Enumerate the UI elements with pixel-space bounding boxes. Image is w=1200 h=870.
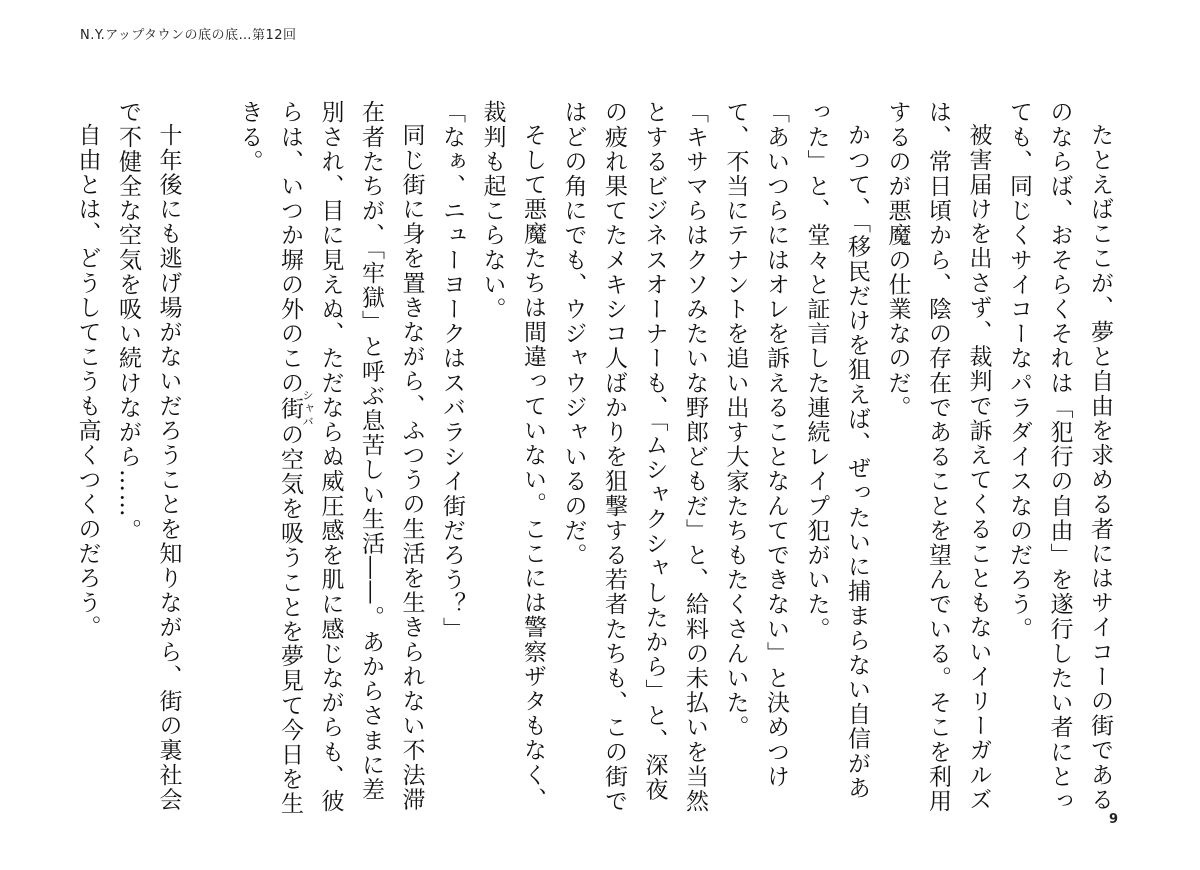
paragraph: 「あいつらにはオレを訴えることなんてできない」と決めつけて、不当にテナントを追い出す大家たちもたくさんいた。 (722, 100, 789, 789)
paragraph: たとえばここが、夢と自由を求める者にはサイコーの街であるのならば、おそらくそれは「犯行の自由」を遂行したい者にとっても、同じくサイコーなパラダイスなのだろう。 (1006, 100, 1113, 814)
paragraph: かつて、「移民だけを狙えば、ぜったいに捕まらない自信があった」と、堂々と証言した連続レイプ犯がいた。 (803, 100, 870, 801)
paragraph (229, 100, 432, 820)
ruby-annotation (277, 389, 315, 429)
paragraph-text: 同じ街に身を置きながら、ふつうの生活を生きられない不法滞在者たちが、「牢獄」と呼ぶ息苦しい生活――。あからさまに差別され、目に見えぬ、ただならぬ威圧感を肌に感じながらも、彼らは、いつか塀の外のこの (277, 100, 425, 814)
paragraph: 十年後にも逃げ場がないだろうことを知りながら、街の裏社会で不健全な空気を吸い続けながら……。 (115, 100, 182, 812)
paragraph: そして悪魔たちは間違っていない。ここには警察ザタもなく、裁判も起こらない。 (479, 100, 546, 812)
ruby-reading: シャバ (301, 389, 315, 429)
paragraph: 「なぁ、ニューヨークはスバラシイ街だろう？」 (439, 100, 465, 642)
paragraph: 被害届けを出さず、裁判で訴えてくることもないイリーガルズは、常日頃から、陰の存在であることを望んでいる。そこを利用するのが悪魔の仕業なのだ。 (884, 100, 992, 814)
paragraph: 自由とは、どうしてこうも高くつくのだろう。 (74, 123, 101, 640)
vertical-text-body (60, 100, 1120, 820)
paragraph: 「キサマらはクソみたいな野郎どもだ」と、給料の未払いを当然とするビジネスオーナーも、「ムシャクシャしたから」と、深夜の疲れ果てたメキシコ人ばかりを狙撃する若者たちも、この街ではどの角にでも、ウジャウジャいるのだ。 (560, 100, 708, 814)
running-header: N.Y.アップタウンの底の底…第12回 (80, 28, 297, 43)
ruby-base: 街 (277, 389, 303, 429)
page-number: 9 (1108, 812, 1118, 827)
paragraph-text: の空気を吸うことを夢見て今日を生きる。 (236, 100, 303, 817)
